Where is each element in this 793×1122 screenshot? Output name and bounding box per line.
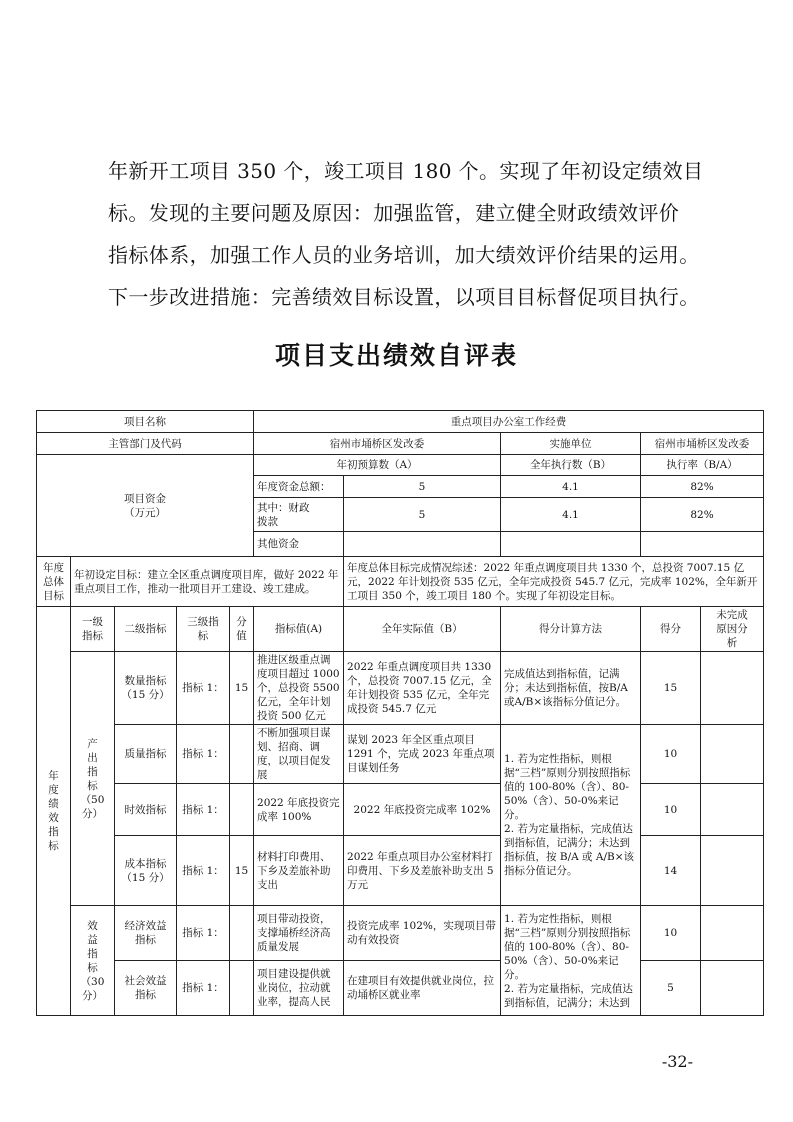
level3-cell: 指标 1： <box>177 836 230 906</box>
perf-label: 年 度 绩 效 指 标 <box>37 607 71 1016</box>
level2-cell: 成本指标 （15 分） <box>115 836 177 906</box>
method-cell: 1. 若为定性指标，则根据“三档”原则分别按照指标值的 100-80%（含）、80-50%（含）、50-0%来记分。 2. 若为定量指标，完成值达到指标值，记满分；未达到 <box>501 906 641 1016</box>
actual-cell: 2022 年重点项目办公室材料打印费用、下乡及差旅补助支出 5 万元 <box>344 836 501 906</box>
score-value-cell: 15 <box>230 652 254 725</box>
paragraph-line: 下一步改进措施：完善绩效目标设置，以项目目标督促项目执行。 <box>108 285 700 309</box>
output-indicator-label: 产 出 指 标 （50 分） <box>71 652 115 906</box>
fund-row-label: 年度资金总额： <box>254 476 344 498</box>
fund-exec <box>501 532 641 557</box>
header-score-value: 分 值 <box>230 607 254 652</box>
fund-rate: 82% <box>641 476 764 498</box>
level3-cell: 指标 1： <box>177 652 230 725</box>
header-method: 得分计算方法 <box>501 607 641 652</box>
method-cell: 1. 若为定性指标，则根据“三档”原则分别按照指标值的 100-80%（含）、80-50%（含）、50-0%来记分。 2. 若为定量指标，完成值达到指标值，记满分；未达到指标值，按 B/A 或 A/B×该指标分值记分。 <box>501 725 641 906</box>
header-level1: 一级 指标 <box>71 607 115 652</box>
rate-header: 执行率（B/A） <box>641 455 764 476</box>
level2-cell: 社会效益 指标 <box>115 961 177 1016</box>
page-title: 项目支出绩效自评表 <box>274 341 518 370</box>
dept-label: 主管部门及代码 <box>37 433 254 455</box>
impl: 宿州市埇桥区发改委 <box>641 433 764 455</box>
reason-cell <box>701 784 764 836</box>
dept: 宿州市埇桥区发改委 <box>254 433 501 455</box>
score-value-cell <box>230 906 254 961</box>
page-number: -32- <box>661 1052 693 1071</box>
level3-cell: 指标 1： <box>177 906 230 961</box>
header-actual: 全年实际值（B） <box>344 607 501 652</box>
level3-cell: 指标 1： <box>177 961 230 1016</box>
score-value-cell <box>230 784 254 836</box>
intro-paragraph <box>108 150 708 318</box>
level2-cell: 质量指标 <box>115 725 177 784</box>
impl-label: 实施单位 <box>501 433 641 455</box>
target-cell: 不断加强项目谋划、招商、调度，以项目促发展 <box>254 725 344 784</box>
level3-cell: 指标 1： <box>177 725 230 784</box>
score-cell: 5 <box>641 961 701 1016</box>
level3-cell: 指标 1： <box>177 784 230 836</box>
budget-header: 年初预算数（A） <box>254 455 501 476</box>
funds-label: 项目资金 （万元） <box>37 455 254 557</box>
actual-cell: 2022 年底投资完成率 102% <box>344 784 501 836</box>
target-cell: 项目带动投资，支撑埇桥经济高质量发展 <box>254 906 344 961</box>
fund-row-label: 其中：财政 拨款 <box>254 498 344 532</box>
header-score: 得分 <box>641 607 701 652</box>
exec-header: 全年执行数（B） <box>501 455 641 476</box>
target-cell: 推进区级重点调度项目超过 1000 个，总投资 5500 亿元，全年计划投资 500 亿元 <box>254 652 344 725</box>
score-cell: 15 <box>641 652 701 725</box>
fund-budget: 5 <box>344 498 501 532</box>
method-cell: 完成值达到指标值，记满分；未达到指标值，按B/A或A/B×该指标分值记分。 <box>501 652 641 725</box>
header-level2: 二级指标 <box>115 607 177 652</box>
fund-rate <box>641 532 764 557</box>
paragraph-line: 标。发现的主要问题及原因：加强监管，建立健全财政绩效评价 <box>108 201 680 225</box>
score-cell: 10 <box>641 725 701 784</box>
reason-cell <box>701 652 764 725</box>
score-value-cell: 15 <box>230 836 254 906</box>
actual-cell: 2022 年重点调度项目共 1330 个，总投资 7007.15 亿元，全年计划投资 535 亿元，全年完成投资 545.7 亿元 <box>344 652 501 725</box>
target-cell: 材料打印费用、下乡及差旅补助支出 <box>254 836 344 906</box>
paragraph-line: 指标体系，加强工作人员的业务培训，加大绩效评价结果的运用。 <box>108 243 700 267</box>
fund-budget: 5 <box>344 476 501 498</box>
project-name: 重点项目办公室工作经费 <box>254 411 764 433</box>
fund-exec: 4.1 <box>501 498 641 532</box>
score-value-cell <box>230 961 254 1016</box>
actual-cell: 投资完成率 102%，实现项目带动有效投资 <box>344 906 501 961</box>
fund-rate: 82% <box>641 498 764 532</box>
header-target: 指标值(A) <box>254 607 344 652</box>
effect-indicator-label: 效 益 指 标 （30 分） <box>71 906 115 1016</box>
header-reason: 未完成 原因分 析 <box>701 607 764 652</box>
score-cell: 14 <box>641 836 701 906</box>
annual-goal-label: 年度 总体 目标 <box>37 557 71 607</box>
actual-cell: 在建项目有效提供就业岗位，拉动埇桥区就业率 <box>344 961 501 1016</box>
score-cell: 10 <box>641 784 701 836</box>
header-level3: 三级指 标 <box>177 607 230 652</box>
actual-cell: 谋划 2023 年全区重点项目 1291 个，完成 2023 年重点项目谋划任务 <box>344 725 501 784</box>
target-cell: 2022 年底投资完成率 100% <box>254 784 344 836</box>
level2-cell: 时效指标 <box>115 784 177 836</box>
self-evaluation-table <box>36 410 764 1016</box>
reason-cell <box>701 725 764 784</box>
reason-cell <box>701 961 764 1016</box>
project-name-label: 项目名称 <box>37 411 254 433</box>
level2-cell: 数量指标 （15 分） <box>115 652 177 725</box>
paragraph-line: 年新开工项目 350 个，竣工项目 180 个。实现了年初设定绩效目 <box>108 159 704 183</box>
fund-row-label: 其他资金 <box>254 532 344 557</box>
fund-exec: 4.1 <box>501 476 641 498</box>
annual-goal-done: 年度总体目标完成情况综述：2022 年重点调度项目共 1330 个，总投资 7007.15 亿元，2022 年计划投资 535 亿元，全年完成投资 545.7 亿元，完成率 102%，全年新开工项目 350 个，竣工项目 180 个。实现了年初设定目标。 <box>344 557 764 607</box>
level2-cell: 经济效益 指标 <box>115 906 177 961</box>
reason-cell <box>701 836 764 906</box>
score-value-cell <box>230 725 254 784</box>
reason-cell <box>701 906 764 961</box>
target-cell: 项目建设提供就业岗位，拉动就业率，提高人民 <box>254 961 344 1016</box>
score-cell: 10 <box>641 906 701 961</box>
annual-goal-set: 年初设定目标：建立全区重点调度项目库，做好 2022 年重点项目工作，推动一批项目开工建设、竣工建成。 <box>71 557 344 607</box>
fund-budget <box>344 532 501 557</box>
